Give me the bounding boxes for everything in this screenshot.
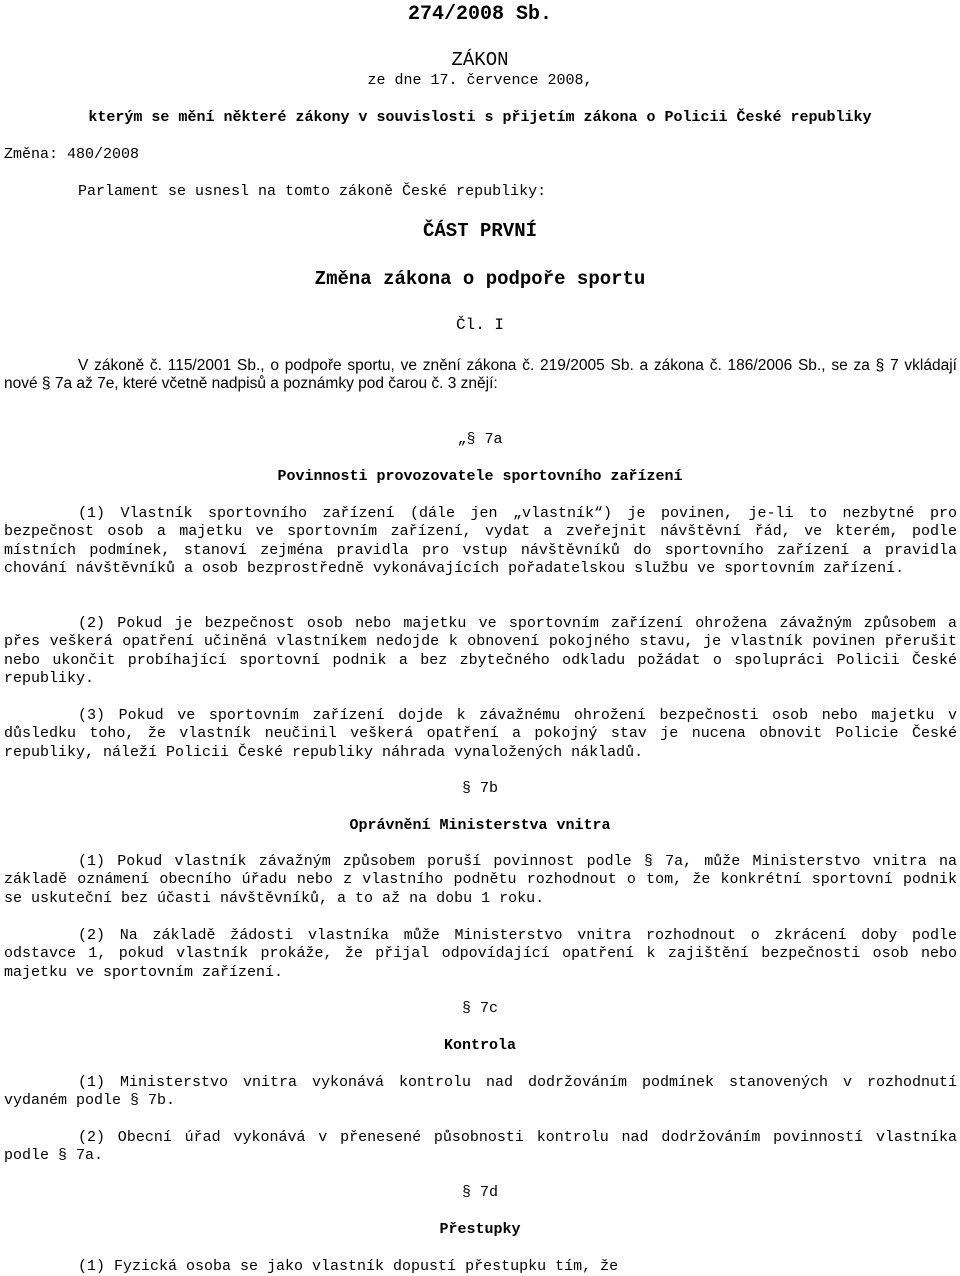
section-7d-number: § 7d <box>461 1184 498 1201</box>
paragraph-text: (1) Fyzická osoba se jako vlastník dopustí přestupku tím, že <box>78 1258 619 1275</box>
paragraph-text: (1) Ministerstvo vnitra vykonává kontrolu nad dodržováním podmínek stanovených v rozhodnutí vydaném podle § 7b. <box>4 1074 957 1110</box>
preamble: Parlament se usnesl na tomto zákoně České republiky: <box>78 183 547 200</box>
article-label: Čl. I <box>455 316 504 334</box>
part-title: Změna zákona o podpoře sportu <box>314 268 646 290</box>
section-7c-number: § 7c <box>461 1000 498 1017</box>
section-7c-paragraph-2 <box>4 1129 957 1166</box>
section-7d-title: Přestupky <box>439 1221 521 1238</box>
part-label: ČÁST PRVNÍ <box>422 220 538 242</box>
paragraph-text: (3) Pokud ve sportovním zařízení dojde k závažnému ohrožení bezpečnosti osob nebo majetku v důsledku toho, že vlastník neučinil veškerá opatření a pokojný stav je nucena obnovit Policie České republiky, náleží Policii České republiky náhrada vynaložených nákladů. <box>4 707 957 761</box>
law-type: ZÁKON <box>451 49 509 71</box>
law-title: kterým se mění některé zákony v souvislosti s přijetím zákona o Policii České republiky <box>88 109 872 126</box>
paragraph-text: (2) Obecní úřad vykonává v přenesené působnosti kontrolu nad dodržováním povinností vlastníka podle § 7a. <box>4 1129 957 1165</box>
law-date: ze dne 17. července 2008, <box>367 72 593 89</box>
intro-text: V zákoně č. 115/2001 Sb., o podpoře sportu, ve znění zákona č. 219/2005 Sb. a zákona č. 186/2006 Sb., se za § 7 vkládají nové § 7a až 7e, které včetně nadpisů a poznámky pod čarou č. 3 znějí: <box>4 357 957 393</box>
section-7b-number: § 7b <box>461 780 498 797</box>
paragraph-text: (1) Pokud vlastník závažným způsobem poruší povinnost podle § 7a, může Ministerstvo vnitra na základě oznámení obecního úřadu nebo z vlastního podnětu rozhodnout o tom, že konkrétní sportovní podnik se uskuteční bez účasti návštěvníků, a to až na dobu 1 roku. <box>4 853 957 907</box>
section-7a-number: „§ 7a <box>457 431 503 448</box>
section-7d-paragraph-1 <box>4 1258 957 1276</box>
paragraph-text: (1) Vlastník sportovního zařízení (dále jen „vlastník“) je povinen, je-li to nezbytné pro bezpečnost osob a majetku ve sportovním zařízení, vydat a zveřejnit návštěvní řád, ve kterém, podle místních podmínek, stanoví zejména pravidla pro vstup návštěvníků do sportovního zařízení a pravidla chování návštěvníků a osob bezprostředně vykonávajících pořadatelskou službu ve sportovním zařízení. <box>4 505 957 577</box>
section-7c-title: Kontrola <box>443 1037 516 1054</box>
section-7b-title: Oprávnění Ministerstva vnitra <box>349 817 611 834</box>
section-7c-paragraph-1 <box>4 1074 957 1111</box>
law-number: 274/2008 Sb. <box>407 3 553 26</box>
section-7a-paragraph-3 <box>4 707 957 762</box>
section-7a-title: Povinnosti provozovatele sportovního zařízení <box>277 468 683 485</box>
section-7b-paragraph-2 <box>4 927 957 982</box>
section-7a-paragraph-1 <box>4 505 957 578</box>
paragraph-text: (2) Pokud je bezpečnost osob nebo majetku ve sportovním zařízení ohrožena závažným způsobem a přes veškerá opatření učiněná vlastníkem nedojde k obnovení pokojného stavu, je vlastník povinen přerušit nebo ukončit probíhající sportovní podnik a bez zbytečného odkladu požádat o spolupráci Policii České republiky. <box>4 615 957 687</box>
paragraph-text: (2) Na základě žádosti vlastníka může Ministerstvo vnitra rozhodnout o zkrácení doby podle odstavce 1, pokud vlastník prokáže, že přijal odpovídající opatření k zajištění bezpečnosti osob nebo majetku ve sportovním zařízení. <box>4 927 957 981</box>
section-7a-paragraph-2 <box>4 615 957 688</box>
section-7b-paragraph-1 <box>4 853 957 908</box>
change-note: Změna: 480/2008 <box>4 146 140 163</box>
intro-paragraph <box>4 357 957 394</box>
